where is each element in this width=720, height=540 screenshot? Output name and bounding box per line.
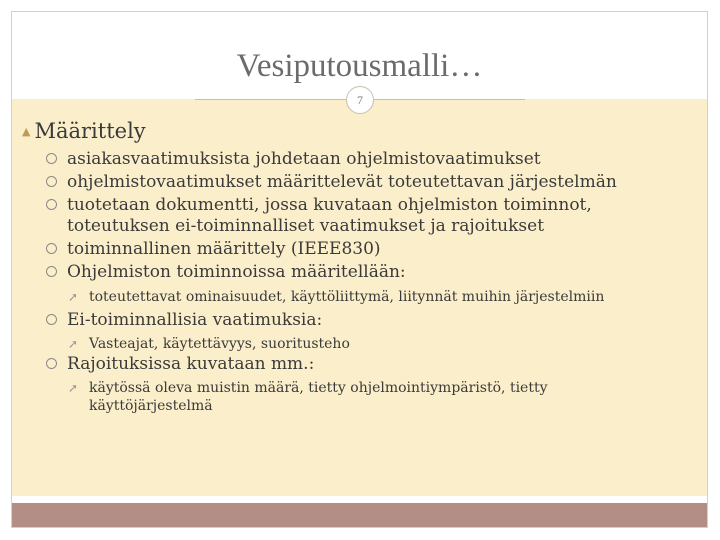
- circle-bullet-icon: [46, 153, 57, 164]
- arrow-bullet-icon: ➚: [68, 337, 79, 351]
- sub-bullet-item: [68, 288, 668, 306]
- bullet-item: [46, 310, 686, 331]
- sub-bullet-text: käytössä oleva muistin määrä, tietty ohjelmointiympäristö, tietty käyttöjärjestelmä: [89, 380, 548, 414]
- outline-heading-label: Määrittely: [34, 119, 146, 143]
- bullet-arrow-icon: ▲: [22, 125, 31, 138]
- bullet-item: [46, 172, 686, 193]
- sub-bullet-text: Vasteajat, käytettävyys, suoritusteho: [89, 336, 350, 352]
- page-number-badge: 7: [346, 86, 374, 114]
- bullet-text: Ei-toiminnallisia vaatimuksia:: [67, 310, 323, 330]
- bullet-text: toiminnallinen määrittely (IEEE830): [67, 239, 381, 259]
- bullet-item: [46, 239, 686, 260]
- bullet-text: asiakasvaatimuksista johdetaan ohjelmistovaatimukset: [67, 149, 541, 169]
- circle-bullet-icon: [46, 199, 57, 210]
- outline-heading: [22, 119, 146, 143]
- footer-bar: [12, 503, 707, 527]
- circle-bullet-icon: [46, 266, 57, 277]
- circle-bullet-icon: [46, 176, 57, 187]
- sub-bullet-text: toteutettavat ominaisuudet, käyttöliittymä, liitynnät muihin järjestelmiin: [89, 289, 605, 305]
- arrow-bullet-icon: ➚: [68, 290, 79, 304]
- slide-title: Vesiputousmalli…: [236, 48, 483, 84]
- bullet-item: [46, 149, 686, 170]
- circle-bullet-icon: [46, 243, 57, 254]
- bullet-item: [46, 354, 686, 375]
- circle-bullet-icon: [46, 314, 57, 325]
- bullet-item: [46, 262, 686, 283]
- bullet-text: Ohjelmiston toiminnoissa määritellään:: [67, 262, 406, 282]
- arrow-bullet-icon: ➚: [68, 381, 79, 395]
- circle-bullet-icon: [46, 358, 57, 369]
- bullet-text: Rajoituksissa kuvataan mm.:: [67, 354, 315, 374]
- sub-bullet-item: [68, 379, 628, 415]
- sub-bullet-item: [68, 335, 668, 353]
- bullet-text: tuotetaan dokumentti, jossa kuvataan ohjelmiston toiminnot, toteutuksen ei-toiminnalliset vaatimukset ja rajoitukset: [67, 195, 592, 236]
- bullet-text: ohjelmistovaatimukset määrittelevät toteutettavan järjestelmän: [67, 172, 617, 192]
- bullet-item: [46, 195, 636, 237]
